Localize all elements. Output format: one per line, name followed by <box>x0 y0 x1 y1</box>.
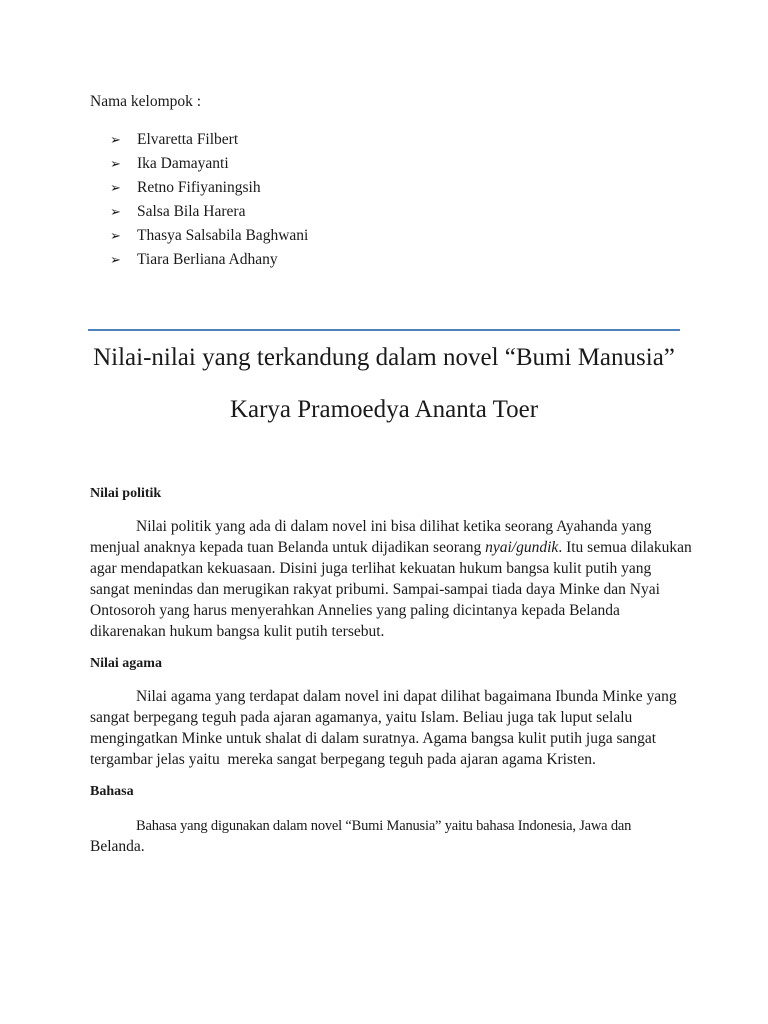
group-label: Nama kelompok : <box>90 93 202 110</box>
member-item: Thasya Salsabila Baghwani <box>137 227 309 244</box>
paragraph-line: sangat menindas dan merugikan rakyat pribumi. Sampai-sampai tiada daya Minke dan Nyai <box>90 581 660 598</box>
paragraph-line: Nilai agama yang terdapat dalam novel ini dapat dilihat bagaimana Ibunda Minke yang <box>136 688 677 705</box>
text-segment: . Itu semua dilakukan <box>558 539 692 556</box>
arrow-bullet-icon: ➢ <box>110 156 121 171</box>
member-item: Ika Damayanti <box>137 155 229 172</box>
section-heading-agama: Nilai agama <box>90 656 162 671</box>
title-line-2: Karya Pramoedya Ananta Toer <box>229 396 539 423</box>
horizontal-rule <box>88 329 680 331</box>
italic-term: nyai/gundik <box>485 539 559 556</box>
paragraph-line: sangat berpegang teguh pada ajaran agamanya, yaitu Islam. Beliau juga tak luput selalu <box>90 709 633 726</box>
paragraph-line: mengingatkan Minke untuk shalat di dalam suratnya. Agama bangsa kulit putih juga sangat <box>90 730 657 747</box>
member-item: Retno Fifiyaningsih <box>137 179 261 196</box>
paragraph-line: Nilai politik yang ada di dalam novel ini bisa dilihat ketika seorang Ayahanda yang <box>136 518 652 535</box>
member-item: Salsa Bila Harera <box>137 203 246 220</box>
text-segment: menjual anaknya kepada tuan Belanda untuk dijadikan seorang <box>90 539 486 556</box>
arrow-bullet-icon: ➢ <box>110 252 121 267</box>
section-heading-bahasa: Bahasa <box>90 784 134 799</box>
paragraph-line: Ontosoroh yang harus menyerahkan Annelies yang paling dicintanya kepada Belanda <box>90 602 620 619</box>
paragraph-line <box>90 538 692 558</box>
section-heading-politik: Nilai politik <box>90 486 162 501</box>
paragraph-line: dikarenakan hukum bangsa kulit putih tersebut. <box>90 623 385 640</box>
member-item: Elvaretta Filbert <box>137 131 239 148</box>
member-item: Tiara Berliana Adhany <box>137 251 278 268</box>
paragraph-line: agar mendapatkan kekuasaan. Disini juga terlihat kekuatan hukum bangsa kulit putih yang <box>90 560 652 577</box>
paragraph-line: Bahasa yang digunakan dalam novel “Bumi Manusia” yaitu bahasa Indonesia, Jawa dan <box>136 818 632 834</box>
arrow-bullet-icon: ➢ <box>110 132 121 147</box>
title-line-1: Nilai-nilai yang terkandung dalam novel “Bumi Manusia” <box>93 344 675 371</box>
paragraph-line: Belanda. <box>90 838 145 855</box>
arrow-bullet-icon: ➢ <box>110 204 121 219</box>
arrow-bullet-icon: ➢ <box>110 180 121 195</box>
arrow-bullet-icon: ➢ <box>110 228 121 243</box>
paragraph-line: tergambar jelas yaitu mereka sangat berpegang teguh pada ajaran agama Kristen. <box>90 751 596 768</box>
